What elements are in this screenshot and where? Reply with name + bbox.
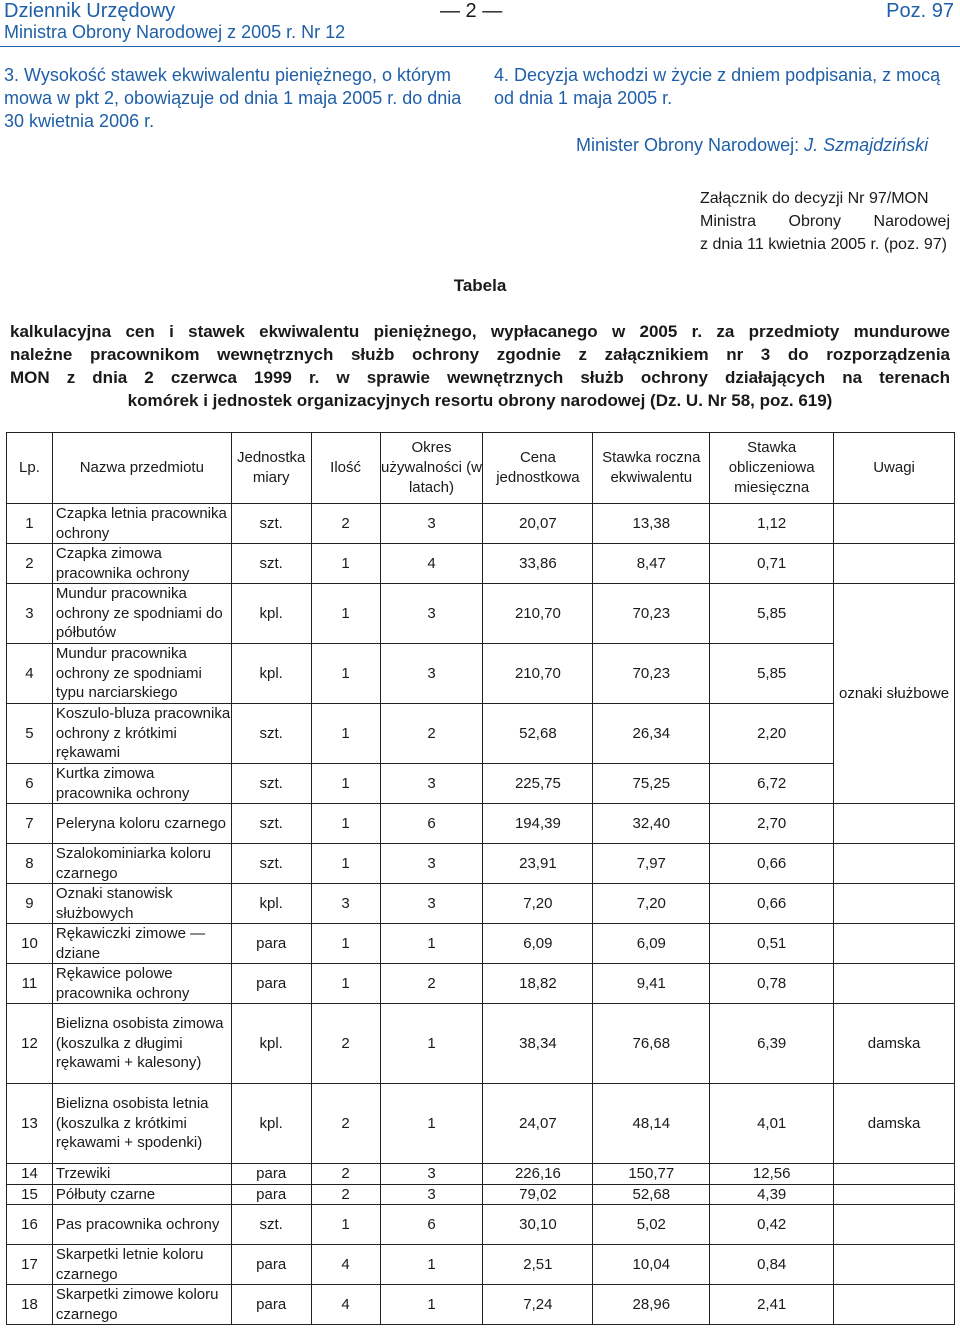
unit-of-measure: para	[231, 924, 311, 964]
minister-signature	[576, 135, 928, 156]
item-name: Bielizna osobista letnia (koszulka z krótkimi rękawami + spodenki)	[52, 1084, 231, 1164]
unit-of-measure: szt.	[231, 504, 311, 544]
remark	[834, 924, 955, 964]
quantity: 1	[311, 1205, 380, 1245]
annual-rate: 52,68	[593, 1184, 710, 1205]
usage-period: 4	[380, 544, 483, 584]
annual-rate: 75,25	[593, 764, 710, 804]
monthly-rate: 2,70	[710, 804, 834, 844]
usage-period: 3	[380, 1164, 483, 1185]
table-row	[7, 1084, 955, 1164]
annual-rate: 6,09	[593, 924, 710, 964]
table-row	[7, 704, 955, 764]
table-row	[7, 1164, 955, 1185]
unit-of-measure: szt.	[231, 844, 311, 884]
row-number: 1	[7, 504, 53, 544]
quantity: 4	[311, 1245, 380, 1285]
item-name: Czapka letnia pracownika ochrony	[52, 504, 231, 544]
row-number: 13	[7, 1084, 53, 1164]
unit-of-measure: para	[231, 1285, 311, 1325]
quantity: 1	[311, 764, 380, 804]
row-number: 17	[7, 1245, 53, 1285]
monthly-rate: 4,39	[710, 1184, 834, 1205]
item-name: Pas pracownika ochrony	[52, 1205, 231, 1245]
unit-price: 79,02	[483, 1184, 593, 1205]
monthly-rate: 0,71	[710, 544, 834, 584]
row-number: 18	[7, 1285, 53, 1325]
quantity: 1	[311, 544, 380, 584]
usage-period: 6	[380, 804, 483, 844]
table-row	[7, 804, 955, 844]
unit-of-measure: kpl.	[231, 644, 311, 704]
unit-of-measure: szt.	[231, 544, 311, 584]
table-header-row	[7, 433, 955, 504]
item-name: Kurtka zimowa pracownika ochrony	[52, 764, 231, 804]
usage-period: 3	[380, 884, 483, 924]
item-name: Koszulo-bluza pracownika ochrony z krótkimi rękawami	[52, 704, 231, 764]
item-name: Skarpetki letnie koloru czarnego	[52, 1245, 231, 1285]
unit-price: 210,70	[483, 644, 593, 704]
table-description-line: komórek i jednostek organizacyjnych resortu obrony narodowej (Dz. U. Nr 58, poz. 619)	[127, 391, 833, 410]
item-name: Bielizna osobista zimowa (koszulka z długimi rękawami + kalesony)	[52, 1004, 231, 1084]
usage-period: 3	[380, 504, 483, 544]
unit-of-measure: para	[231, 1184, 311, 1205]
unit-of-measure: szt.	[231, 764, 311, 804]
annual-rate: 70,23	[593, 584, 710, 644]
item-name: Oznaki stanowisk służbowych	[52, 884, 231, 924]
remark: damska	[834, 1084, 955, 1164]
monthly-rate: 1,12	[710, 504, 834, 544]
remark	[834, 1184, 955, 1205]
row-number: 7	[7, 804, 53, 844]
table-row	[7, 964, 955, 1004]
quantity: 2	[311, 1164, 380, 1185]
quantity: 1	[311, 584, 380, 644]
unit-of-measure: kpl.	[231, 1004, 311, 1084]
table-row	[7, 1184, 955, 1205]
column-header-quantity: Ilość	[311, 433, 380, 504]
column-header-remarks: Uwagi	[834, 433, 955, 504]
quantity: 1	[311, 644, 380, 704]
table-row	[7, 844, 955, 884]
unit-price: 225,75	[483, 764, 593, 804]
remark	[834, 804, 955, 844]
quantity: 3	[311, 884, 380, 924]
unit-price: 194,39	[483, 804, 593, 844]
annual-rate: 8,47	[593, 544, 710, 584]
unit-price: 38,34	[483, 1004, 593, 1084]
usage-period: 2	[380, 964, 483, 1004]
monthly-rate: 6,39	[710, 1004, 834, 1084]
row-number: 11	[7, 964, 53, 1004]
remark	[834, 964, 955, 1004]
quantity: 1	[311, 804, 380, 844]
annual-rate: 48,14	[593, 1084, 710, 1164]
header-divider	[0, 46, 960, 47]
unit-of-measure: szt.	[231, 1205, 311, 1245]
unit-price: 2,51	[483, 1245, 593, 1285]
row-number: 2	[7, 544, 53, 584]
item-name: Szalokominiarka koloru czarnego	[52, 844, 231, 884]
item-name: Czapka zimowa pracownika ochrony	[52, 544, 231, 584]
row-number: 8	[7, 844, 53, 884]
quantity: 2	[311, 1004, 380, 1084]
column-header-period: Okres używalności (w latach)	[380, 433, 483, 504]
unit-of-measure: kpl.	[231, 584, 311, 644]
column-header-name: Nazwa przedmiotu	[52, 433, 231, 504]
annual-rate: 9,41	[593, 964, 710, 1004]
unit-price: 30,10	[483, 1205, 593, 1245]
item-name: Peleryna koloru czarnego	[52, 804, 231, 844]
row-number: 10	[7, 924, 53, 964]
table-description-line: MON z dnia 2 czerwca 1999 r. w sprawie wewnętrznych służb ochrony działających na terenach	[10, 368, 950, 387]
item-name: Półbuty czarne	[52, 1184, 231, 1205]
table-row	[7, 644, 955, 704]
annual-rate: 28,96	[593, 1285, 710, 1325]
unit-of-measure: para	[231, 964, 311, 1004]
annual-rate: 26,34	[593, 704, 710, 764]
usage-period: 1	[380, 1245, 483, 1285]
quantity: 2	[311, 1084, 380, 1164]
usage-period: 1	[380, 1084, 483, 1164]
row-number: 4	[7, 644, 53, 704]
monthly-rate: 2,41	[710, 1285, 834, 1325]
column-header-monthly-rate: Stawka obliczeniowa miesięczna	[710, 433, 834, 504]
table-description-line: kalkulacyjna cen i stawek ekwiwalentu pieniężnego, wypłacanego w 2005 r. za przedmioty mundurowe	[10, 322, 950, 341]
usage-period: 3	[380, 844, 483, 884]
unit-price: 210,70	[483, 584, 593, 644]
quantity: 4	[311, 1285, 380, 1325]
monthly-rate: 6,72	[710, 764, 834, 804]
quantity: 2	[311, 504, 380, 544]
annual-rate: 150,77	[593, 1164, 710, 1185]
row-number: 15	[7, 1184, 53, 1205]
column-header-price: Cena jednostkowa	[483, 433, 593, 504]
item-name: Skarpetki zimowe koloru czarnego	[52, 1285, 231, 1325]
table-row	[7, 924, 955, 964]
usage-period: 3	[380, 1184, 483, 1205]
table-row	[7, 544, 955, 584]
unit-of-measure: kpl.	[231, 1084, 311, 1164]
monthly-rate: 5,85	[710, 644, 834, 704]
annual-rate: 10,04	[593, 1245, 710, 1285]
unit-price: 226,16	[483, 1164, 593, 1185]
quantity: 1	[311, 704, 380, 764]
remark	[834, 1245, 955, 1285]
unit-of-measure: kpl.	[231, 884, 311, 924]
table-title: Tabela	[453, 276, 507, 295]
annual-rate: 76,68	[593, 1004, 710, 1084]
table-row	[7, 764, 955, 804]
table-row	[7, 584, 955, 644]
unit-price: 7,24	[483, 1285, 593, 1325]
quantity: 1	[311, 844, 380, 884]
journal-subtitle: Ministra Obrony Narodowej z 2005 r. Nr 12	[4, 22, 346, 42]
row-number: 16	[7, 1205, 53, 1245]
annual-rate: 7,20	[593, 884, 710, 924]
usage-period: 2	[380, 704, 483, 764]
table-body	[7, 504, 955, 1325]
position-number: Poz. 97	[886, 0, 954, 22]
unit-price: 52,68	[483, 704, 593, 764]
remark	[834, 1205, 955, 1245]
quantity: 1	[311, 964, 380, 1004]
remark: damska	[834, 1004, 955, 1084]
table-description-line: należne pracownikom wewnętrznych służb ochrony zgodnie z załącznikiem nr 3 do rozporządzenia	[10, 345, 950, 364]
monthly-rate: 4,01	[710, 1084, 834, 1164]
item-name: Mundur pracownika ochrony ze spodniami do półbutów	[52, 584, 231, 644]
remark	[834, 504, 955, 544]
monthly-rate: 5,85	[710, 584, 834, 644]
unit-of-measure: para	[231, 1245, 311, 1285]
usage-period: 1	[380, 1285, 483, 1325]
usage-period: 1	[380, 924, 483, 964]
usage-period: 1	[380, 1004, 483, 1084]
unit-price: 20,07	[483, 504, 593, 544]
monthly-rate: 0,66	[710, 884, 834, 924]
monthly-rate: 0,66	[710, 844, 834, 884]
price-table	[6, 432, 955, 1325]
row-number: 5	[7, 704, 53, 764]
paragraph-4: 4. Decyzja wchodzi w życie z dniem podpisania, z mocą od dnia 1 maja 2005 r.	[494, 65, 941, 108]
usage-period: 6	[380, 1205, 483, 1245]
table-row	[7, 504, 955, 544]
annex-line-1: Załącznik do decyzji Nr 97/MON	[700, 190, 929, 207]
remark: oznaki służbowe	[834, 584, 955, 804]
table-row	[7, 884, 955, 924]
column-header-unit: Jednostka miary	[231, 433, 311, 504]
table-row	[7, 1205, 955, 1245]
remark	[834, 1164, 955, 1185]
item-name: Mundur pracownika ochrony ze spodniami typu narciarskiego	[52, 644, 231, 704]
table-row	[7, 1245, 955, 1285]
table-description	[10, 320, 950, 412]
monthly-rate: 0,84	[710, 1245, 834, 1285]
remark	[834, 884, 955, 924]
table-row	[7, 1285, 955, 1325]
monthly-rate: 2,20	[710, 704, 834, 764]
annual-rate: 32,40	[593, 804, 710, 844]
row-number: 12	[7, 1004, 53, 1084]
column-header-lp: Lp.	[7, 433, 53, 504]
paragraph-3: 3. Wysokość stawek ekwiwalentu pieniężnego, o którym mowa w pkt 2, obowiązuje od dnia 1 maja 2005 r. do dnia 30 kwietnia 2006 r.	[4, 65, 462, 131]
remark	[834, 844, 955, 884]
quantity: 2	[311, 1184, 380, 1205]
row-number: 3	[7, 584, 53, 644]
annual-rate: 5,02	[593, 1205, 710, 1245]
monthly-rate: 0,78	[710, 964, 834, 1004]
unit-price: 23,91	[483, 844, 593, 884]
minister-label: Minister Obrony Narodowej:	[576, 135, 800, 155]
item-name: Rękawiczki zimowe — dziane	[52, 924, 231, 964]
usage-period: 3	[380, 764, 483, 804]
journal-title: Dziennik Urzędowy	[4, 0, 176, 22]
unit-price: 24,07	[483, 1084, 593, 1164]
item-name: Trzewiki	[52, 1164, 231, 1185]
monthly-rate: 0,42	[710, 1205, 834, 1245]
unit-price: 6,09	[483, 924, 593, 964]
column-header-annual-rate: Stawka roczna ekwiwalentu	[593, 433, 710, 504]
quantity: 1	[311, 924, 380, 964]
remark	[834, 544, 955, 584]
unit-price: 7,20	[483, 884, 593, 924]
unit-of-measure: szt.	[231, 804, 311, 844]
monthly-rate: 0,51	[710, 924, 834, 964]
annex-reference	[700, 187, 950, 256]
unit-price: 18,82	[483, 964, 593, 1004]
annex-line-3: z dnia 11 kwietnia 2005 r. (poz. 97)	[700, 236, 947, 253]
table-row	[7, 1004, 955, 1084]
row-number: 6	[7, 764, 53, 804]
annual-rate: 7,97	[593, 844, 710, 884]
annual-rate: 13,38	[593, 504, 710, 544]
row-number: 14	[7, 1164, 53, 1185]
row-number: 9	[7, 884, 53, 924]
unit-of-measure: szt.	[231, 704, 311, 764]
usage-period: 3	[380, 644, 483, 704]
unit-price: 33,86	[483, 544, 593, 584]
remark	[834, 1285, 955, 1325]
page-number: — 2 —	[440, 0, 503, 22]
unit-of-measure: para	[231, 1164, 311, 1185]
annual-rate: 70,23	[593, 644, 710, 704]
monthly-rate: 12,56	[710, 1164, 834, 1185]
annex-line-2: Ministra Obrony Narodowej	[700, 213, 950, 230]
minister-name: J. Szmajdziński	[804, 135, 929, 155]
usage-period: 3	[380, 584, 483, 644]
item-name: Rękawice polowe pracownika ochrony	[52, 964, 231, 1004]
